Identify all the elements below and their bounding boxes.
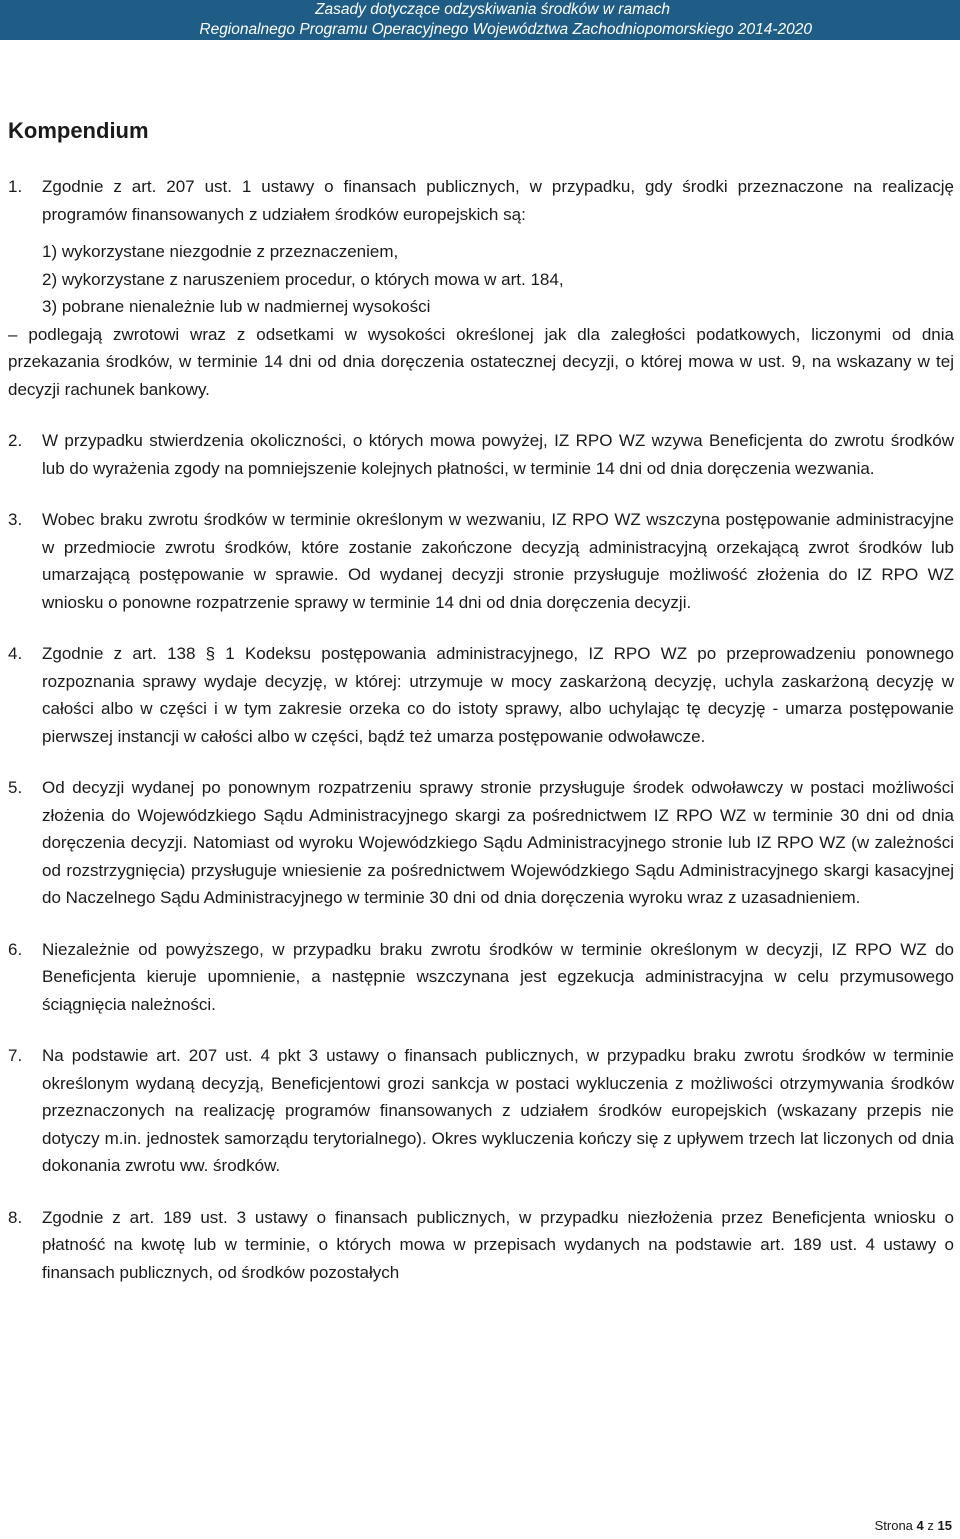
item-number: 6.	[8, 939, 23, 959]
page-number-separator: z	[927, 1518, 934, 1533]
list-item	[8, 774, 954, 912]
item-text: Zgodnie z art. 207 ust. 1 ustawy o finansach publicznych, w przypadku, gdy środki przeznaczone na realizację programów finansowanych z udziałem środków europejskich są:	[42, 177, 954, 224]
item-text: Zgodnie z art. 138 § 1 Kodeksu postępowania administracyjnego, IZ RPO WZ po przeprowadzeniu ponownego rozpoznania sprawy wydaje decyzję, w której: utrzymuje w mocy zaskarżoną decyzję, uchyla zaskarżoną decyzję w całości albo w części i w tym zakresie orzeka co do istoty sprawy, albo uchylając tę decyzję - umarza postępowanie pierwszej instancji w całości albo w części, bądź też umarza postępowanie odwoławcze.	[42, 644, 954, 746]
page-number-prefix: Strona	[874, 1518, 913, 1533]
item-text: Od decyzji wydanej po ponownym rozpatrzeniu sprawy stronie przysługuje środek odwoławczy w postaci możliwości złożenia do Wojewódzkiego Sądu Administracyjnego skargi za pośrednictwem IZ RPO WZ w terminie 30 dni od dnia doręczenia decyzji. Natomiast od wyroku Wojewódzkiego Sądu Administracyjnego stronie lub IZ RPO WZ (w zależności od rozstrzygnięcia) przysługuje wniesienie za pośrednictwem Wojewódzkiego Sądu Administracyjnego skargi kasacyjnej do Naczelnego Sądu Administracyjnego w terminie 30 dni od dnia doręczenia wyroku wraz z uzasadnieniem.	[42, 778, 954, 907]
item-number: 1.	[8, 177, 23, 196]
sub-list-item: 3) pobrane nienależnie lub w nadmiernej wysokości	[42, 297, 431, 316]
item-number: 5.	[8, 778, 23, 797]
item-text: W przypadku stwierdzenia okoliczności, o których mowa powyżej, IZ RPO WZ wzywa Beneficjenta do zwrotu środków lub do wyrażenia zgody na pomniejszenie kolejnych płatności, w terminie 14 dni od dnia doręczenia wezwania.	[42, 431, 954, 478]
sub-list	[42, 238, 954, 321]
page-number	[875, 1518, 952, 1533]
list-item	[8, 173, 954, 403]
page-total: 15	[937, 1518, 952, 1533]
list-item	[8, 936, 954, 1019]
header-line-1: Zasady dotyczące odzyskiwania środków w ramach	[315, 1, 670, 18]
item-text: Niezależnie od powyższego, w przypadku braku zwrotu środków w terminie określonym w decyzji, IZ RPO WZ do Beneficjenta kieruje upomnienie, a następnie wszczynana jest egzekucja administracyjna w celu przymusowego ściągnięcia należności.	[42, 939, 954, 1014]
list-item	[8, 1204, 954, 1287]
document-body	[8, 173, 954, 1310]
sub-list-item: 1) wykorzystane niezgodnie z przeznaczeniem,	[42, 242, 399, 261]
item-text: Na podstawie art. 207 ust. 4 pkt 3 ustawy o finansach publicznych, w przypadku braku zwrotu środków w terminie określonym wydaną decyzją, Beneficjentowi grozi sankcja w postaci wykluczenia z możliwości otrzymywania środków przeznaczonych na realizację programów finansowanych z udziałem środków europejskich (wskazany przepis nie dotyczy m.in. jednostek samorządu terytorialnego). Okres wykluczenia kończy się z upływem trzech lat liczonych od dnia dokonania zwrotu ww. środków.	[42, 1046, 954, 1175]
page-title: Kompendium	[8, 118, 149, 143]
header-line-2: Regionalnego Programu Operacyjnego Województwa Zachodniopomorskiego 2014-2020	[199, 21, 812, 38]
item-number: 4.	[8, 644, 23, 663]
list-item	[8, 1042, 954, 1180]
list-item	[8, 427, 954, 482]
item-number: 7.	[8, 1046, 23, 1065]
item-number: 3.	[8, 510, 23, 529]
page-current: 4	[916, 1518, 924, 1533]
item-continuation: – podlegają zwrotowi wraz z odsetkami w wysokości określonej jak dla zaległości podatkowych, liczonymi od dnia przekazania środków, w terminie 14 dni od dnia doręczenia ostatecznej decyzji, o której mowa w ust. 9, na wskazany w tej decyzji rachunek bankowy.	[8, 324, 954, 399]
list-item	[8, 506, 954, 616]
list-item	[8, 640, 954, 750]
item-text: Wobec braku zwrotu środków w terminie określonym w wezwaniu, IZ RPO WZ wszczyna postępowanie administracyjne w przedmiocie zwrotu środków, które zostanie zakończone decyzją administracyjną orzekającą zwrot środków lub umarzającą postępowanie w sprawie. Od wydanej decyzji stronie przysługuje możliwość złożenia do IZ RPO WZ wniosku o ponowne rozpatrzenie sprawy w terminie 14 dni od dnia doręczenia decyzji.	[42, 510, 954, 612]
item-text: Zgodnie z art. 189 ust. 3 ustawy o finansach publicznych, w przypadku niezłożenia przez Beneficjenta wniosku o płatność na kwotę lub w terminie, o których mowa w przepisach wydanych na podstawie art. 189 ust. 4 ustawy o finansach publicznych, od środków pozostałych	[42, 1207, 954, 1282]
sub-list-item: 2) wykorzystane z naruszeniem procedur, o których mowa w art. 184,	[42, 269, 564, 289]
document-header	[0, 0, 960, 40]
item-number: 8.	[8, 1207, 23, 1227]
item-number: 2.	[8, 431, 23, 450]
